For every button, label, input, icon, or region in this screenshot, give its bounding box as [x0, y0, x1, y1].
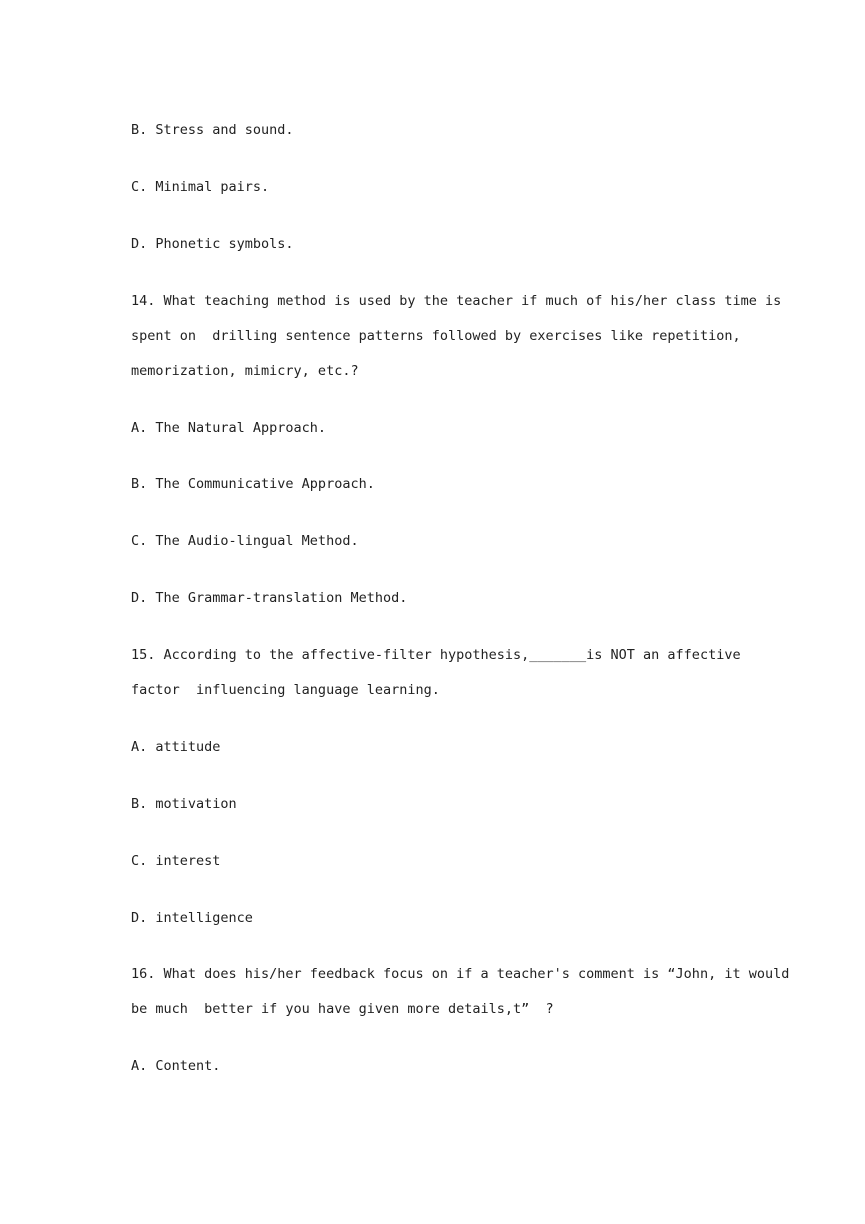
q15-option-d: D. intelligence [131, 910, 253, 926]
q15-option-a: A. attitude [131, 739, 221, 755]
q16-question-line-1: 16. What does his/her feedback focus on if a teacher's comment is “John, it would [131, 966, 790, 982]
q15-question-line-1: 15. According to the affective-filter hypothesis,_______is NOT an affective [131, 647, 741, 663]
q14-option-d: D. The Grammar-translation Method. [131, 590, 408, 606]
q14-question-line-3: memorization, mimicry, etc.? [131, 363, 359, 379]
q16-question-line-2: be much better if you have given more details,t” ? [131, 1001, 554, 1017]
q13-option-b: B. Stress and sound. [131, 122, 294, 138]
q13-option-c: C. Minimal pairs. [131, 179, 270, 195]
q15-question-line-2: factor influencing language learning. [131, 682, 440, 698]
q14-question-line-1: 14. What teaching method is used by the teacher if much of his/her class time is [131, 293, 782, 309]
q13-option-d: D. Phonetic symbols. [131, 236, 294, 252]
q14-option-a: A. The Natural Approach. [131, 420, 327, 436]
q15-option-c: C. interest [131, 853, 221, 869]
q16-option-a: A. Content. [131, 1058, 221, 1074]
q14-option-c: C. The Audio-lingual Method. [131, 533, 359, 549]
q15-option-b: B. motivation [131, 796, 237, 812]
q14-option-b: B. The Communicative Approach. [131, 476, 375, 492]
q14-question-line-2: spent on drilling sentence patterns followed by exercises like repetition, [131, 328, 741, 344]
